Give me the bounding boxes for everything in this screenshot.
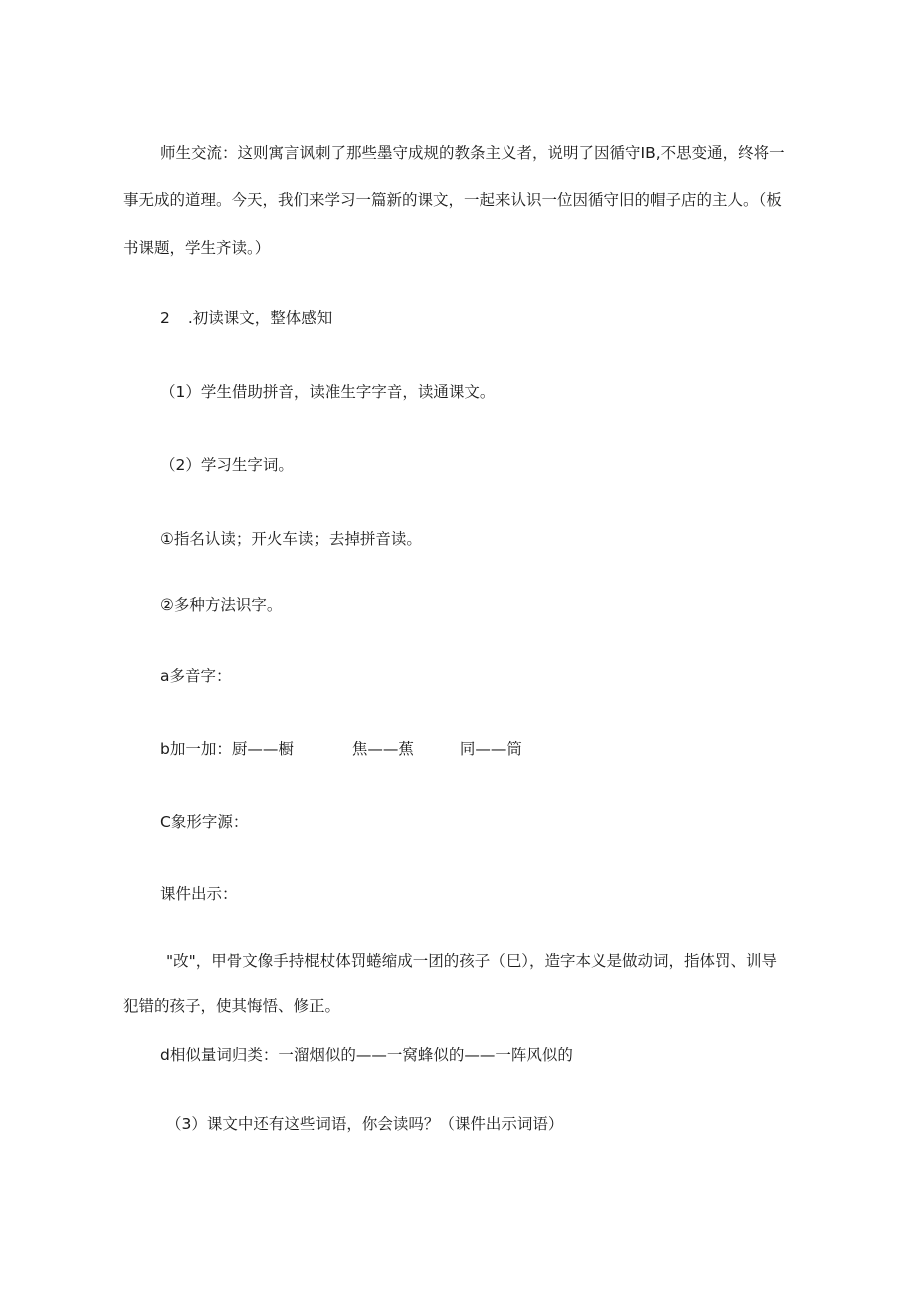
- item-d: d相似量词归类：一溜烟似的——一窝蜂似的——一阵风似的: [160, 1046, 573, 1064]
- item-b-label: b加一加：厨——橱: [160, 740, 294, 758]
- item-a: a多音字：: [160, 667, 232, 685]
- item-2: ②多种方法识字。: [160, 596, 283, 614]
- item-b-pair-3: 同——筒: [459, 740, 522, 758]
- step-2: （2）学习生字词。: [160, 456, 294, 474]
- origin-line-1: "改"，甲骨文像手持棍杖体罚蜷缩成一团的孩子（巳），造字本义是做动词，指体罚、训导: [166, 952, 778, 970]
- section-2-title: .初读课文，整体感知: [187, 309, 333, 327]
- section-2-number: 2: [160, 309, 170, 327]
- item-c: C象形字源：: [160, 813, 249, 831]
- item-b: [160, 739, 522, 759]
- section-2-heading: [160, 308, 332, 328]
- origin-line-2: 犯错的孩子，使其悔悟、修正。: [123, 997, 341, 1015]
- intro-line-1: 师生交流：这则寓言讽刺了那些墨守成规的教条主义者，说明了因循守IB,不思变通，终将一: [160, 144, 785, 162]
- intro-line-3: 书课题，学生齐读。）: [123, 239, 271, 257]
- item-b-pair-2: 焦——蕉: [351, 740, 414, 758]
- item-1: ①指名认读；开火车读；去掉拼音读。: [160, 530, 422, 548]
- step-1: （1）学生借助拼音，读准生字字音，读通课文。: [160, 383, 496, 401]
- courseware-label: 课件出示：: [160, 885, 238, 903]
- intro-line-2: 事无成的道理。今天，我们来学习一篇新的课文，一起来认识一位因循守旧的帽子店的主人。（板: [123, 191, 782, 209]
- step-3: （3）课文中还有这些词语，你会读吗？（课件出示词语）: [166, 1115, 564, 1133]
